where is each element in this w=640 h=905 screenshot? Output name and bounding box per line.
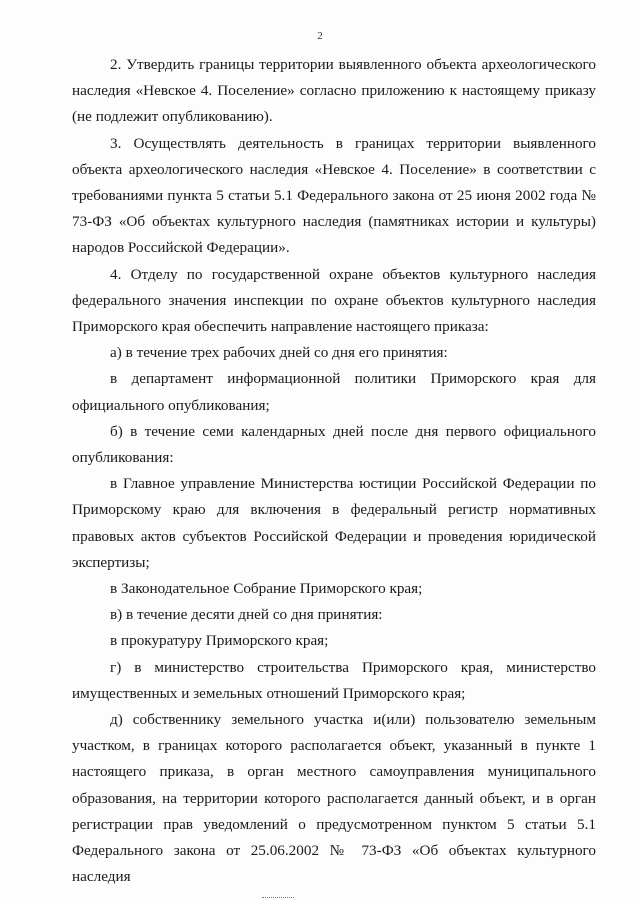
paragraph-recipient: в департамент информационной политики Приморского края для официального опубликования;: [72, 370, 596, 414]
paragraph-item-2: 2. Утвердить границы территории выявленного объекта археологического наследия «Невское 4. Поселение» согласно приложению к настоящему приказу (не подлежит опубликованию).: [72, 56, 596, 126]
paragraph-subitem-d: д) собственнику земельного участка и(или) пользователю земельным участком, в границах которого располагается объект, указанный в пункте 1 настоящего приказа, в орган местного самоуправления муниципального образования, на территории которого располагается данный объект, и в орган регистрации прав уведомлений о предусмотренном пунктом 5 статьи 5.1 Федерального закона от 25.06.2002 № 73-ФЗ «Об объектах культурного наследия: [72, 711, 596, 886]
paragraph-subitem-v: в) в течение десяти дней со дня принятия:: [110, 606, 383, 624]
paragraph-item-3: 3. Осуществлять деятельность в границах территории выявленного объекта археологического наследия «Невское 4. Поселение» в соответствии с требованиями пункта 5 статьи 5.1 Федерального закона от 25 июня 2002 года № 73-ФЗ «Об объектах культурного наследия (памятниках истории и культуры) народов Российской Федерации».: [72, 134, 596, 257]
paragraph-recipient: в прокуратуру Приморского края;: [110, 632, 329, 650]
paragraph-recipient: в Законодательное Собрание Приморского края;: [110, 580, 423, 598]
paragraph-subitem-g: г) в министерство строительства Приморского края, министерство имущественных и земельных отношений Приморского края;: [72, 658, 596, 702]
scan-artifact-mark: [262, 897, 294, 899]
paragraph-subitem-a: а) в течение трех рабочих дней со дня его принятия:: [110, 344, 448, 362]
paragraph-subitem-b: б) в течение семи календарных дней после дня первого официального опубликования:: [72, 422, 596, 467]
paragraph-recipient: в Главное управление Министерства юстиции Российской Федерации по Приморскому краю для включения в федеральный регистр нормативных правовых актов субъектов Российской Федерации и проведения юридической экспертизы;: [72, 475, 596, 571]
page-number: 2: [317, 30, 323, 42]
document-body: [72, 52, 596, 891]
paragraph-item-4: 4. Отделу по государственной охране объектов культурного наследия федерального значения инспекции по охране объектов культурного наследия Приморского края обеспечить направление настоящего приказа:: [72, 265, 596, 336]
